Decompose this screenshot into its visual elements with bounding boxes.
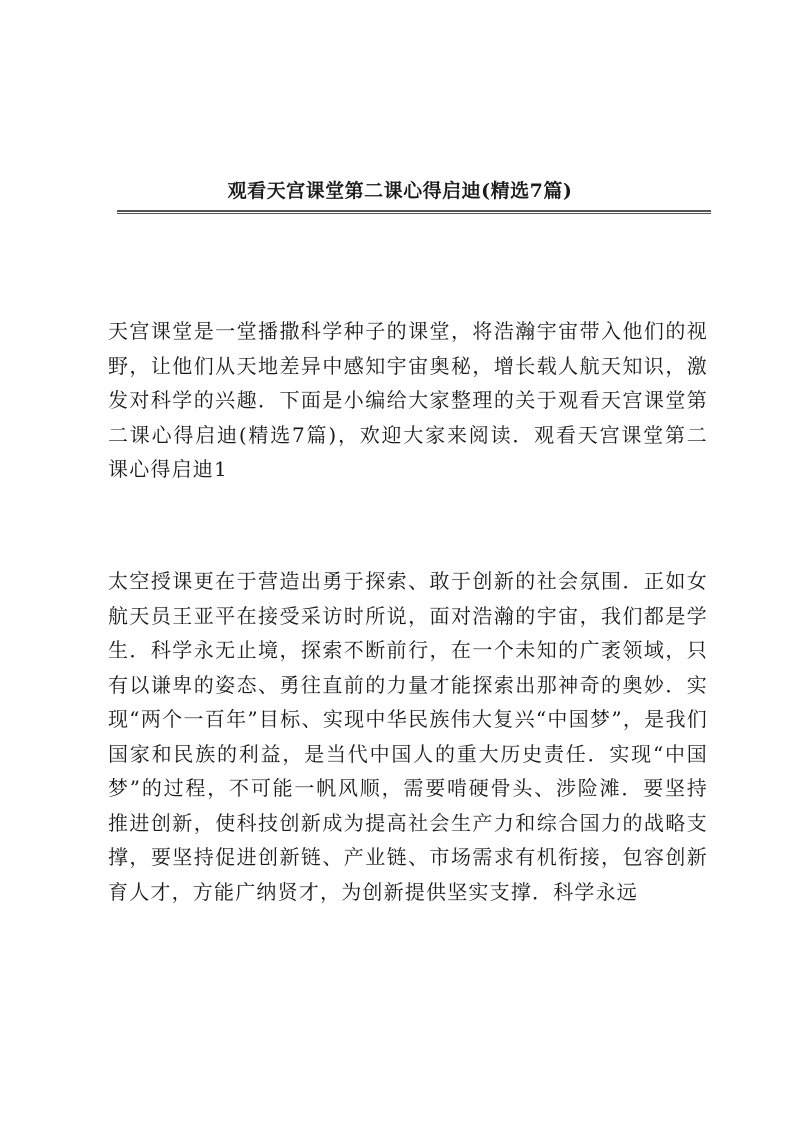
title-divider: [117, 210, 711, 214]
body-paragraph-1: 天宫课堂是一堂播撒科学种子的课堂，将浩瀚宇宙带入他们的视野，让他们从天地差异中感知宇宙奥秘，增长载人航天知识，激发对科学的兴趣．下面是小编给大家整理的关于观看天宫课堂第二课心得启迪(精选7篇)，欢迎大家来阅读．观看天宫课堂第二课心得启迪1: [108, 319, 708, 481]
page-title: 观看天宫课堂第二课心得启迪(精选7篇): [227, 179, 573, 202]
body-paragraph-2: 太空授课更在于营造出勇于探索、敢于创新的社会氛围．正如女航天员王亚平在接受采访时所说，面对浩瀚的宇宙，我们都是学生．科学永无止境，探索不断前行，在一个未知的广袤领域，只有以谦卑的姿态、勇往直前的力量才能探索出那神奇的奥妙．实现“两个一百年”目标、实现中华民族伟大复兴“中国梦”，是我们国家和民族的利益，是当代中国人的重大历史责任．实现“中国梦”的过程，不可能一帆风顺，需要啃硬骨头、涉险滩．要坚持推进创新，使科技创新成为提高社会生产力和综合国力的战略支撑，要坚持促进创新链、产业链、市场需求有机衔接，包容创新育人才，方能广纳贤才，为创新提供坚实支撑．科学永远: [108, 569, 708, 904]
